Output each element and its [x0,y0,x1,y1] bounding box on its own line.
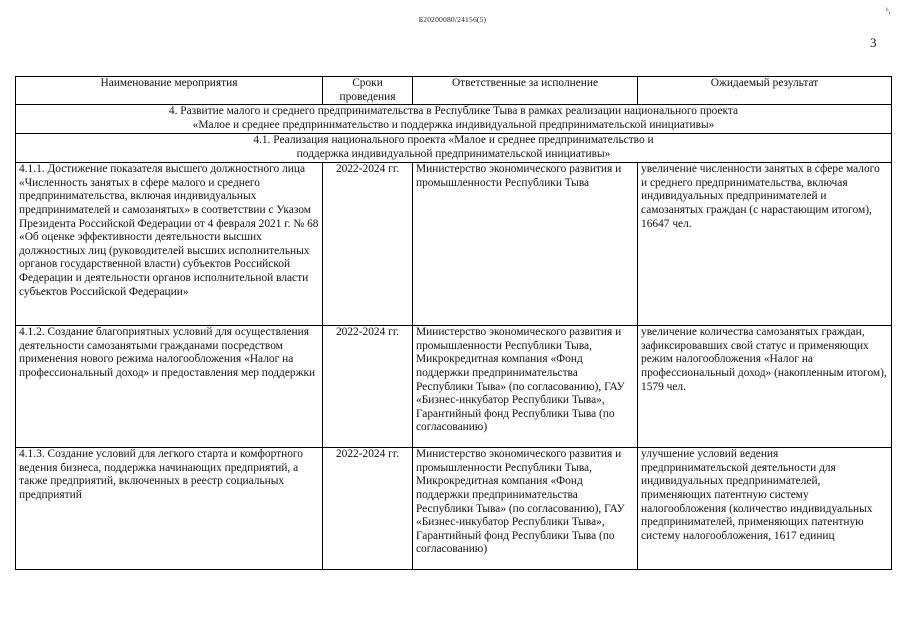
section-41-line2: поддержка индивидуальной предпринимательской инициативы» [296,147,611,160]
corner-mark: ʰ, [886,6,891,15]
table-row [16,163,892,326]
measure-responsible: Министерство экономического развития и промышленности Республики Тыва [413,163,638,326]
header-row [16,77,892,105]
measure-responsible: Министерство экономического развития и промышленности Республики Тыва, Микрокредитная компания «Фонд поддержки предпринимательства Республики Тыва» (по согласованию), ГАУ «Бизнес-инкубатор Республики Тыва», Гарантийный фонд Республики Тыва (по согласованию) [413,448,638,570]
header-name: Наименование мероприятия [16,77,323,105]
section-4-row [16,105,892,134]
header-responsible: Ответственные за исполнение [413,77,638,105]
page-number: 3 [870,35,877,50]
measure-deadline: 2022-2024 гг. [323,448,413,570]
header-deadline: Сроки проведения [323,77,413,105]
measures-table [15,76,892,570]
section-4-line1: 4. Развитие малого и среднего предпринимательства в Республике Тыва в рамках реализации национального проекта [168,105,739,118]
section-4-heading [16,105,892,134]
document-code: Б20200080/24156(5) [418,15,487,24]
measure-responsible: Министерство экономического развития и промышленности Республики Тыва, Микрокредитная компания «Фонд поддержки предпринимательства Республики Тыва» (по согласованию), ГАУ «Бизнес-инкубатор Республики Тыва», Гарантийный фонд Республики Тыва (по согласованию) [413,326,638,448]
measure-name: 4.1.1. Достижение показателя высшего должностного лица «Численность занятых в сфере малого и среднего предпринимательства, включая индивидуальных предпринимателей и самозанятых» в соответствии с Указом Президента Российской Федерации от 4 февраля 2021 г. № 68 «Об оценке эффективности деятельности высших должностных лиц (руководителей высших исполнительных органов государственной власти) субъектов Российской Федерации и деятельности органов исполнительной власти субъектов Российской Федерации» [16,163,323,326]
measure-result: увеличение численности занятых в сфере малого и среднего предпринимательства, включая индивидуальных предпринимателей и самозанятых граждан (с нарастающим итогом), 16647 чел. [638,163,892,326]
section-41-line1: 4.1. Реализация национального проекта «Малое и среднее предпринимательство и [253,134,654,147]
measure-deadline: 2022-2024 гг. [323,326,413,448]
header-result: Ожидаемый результат [638,77,892,105]
section-41-heading [16,134,892,163]
measure-deadline: 2022-2024 гг. [323,163,413,326]
measure-result: увеличение количества самозанятых граждан, зафиксировавших свой статус и применяющих режим налогообложения «Налог на профессиональный доход» (накопленным итогом), 1579 чел. [638,326,892,448]
section-4-line2: «Малое и среднее предпринимательство и поддержка индивидуальной предпринимательской инициативы» [192,118,715,131]
table-row [16,448,892,570]
measure-name: 4.1.2. Создание благоприятных условий для осуществления деятельности самозанятыми гражданами посредством применения нового режима налогообложения «Налог на профессиональный доход» и предоставления мер поддержки [16,326,323,448]
table-row [16,326,892,448]
measure-name: 4.1.3. Создание условий для легкого старта и комфортного ведения бизнеса, поддержка начинающих предприятий, а также предприятий, включенных в реестр социальных предприятий [16,448,323,570]
measure-result: улучшение условий ведения предпринимательской деятельности для индивидуальных предпринимателей, применяющих патентную систему налогообложения (количество индивидуальных предпринимателей, применяющих патентную систему налогообложения, 1617 единиц [638,448,892,570]
section-41-row [16,134,892,163]
